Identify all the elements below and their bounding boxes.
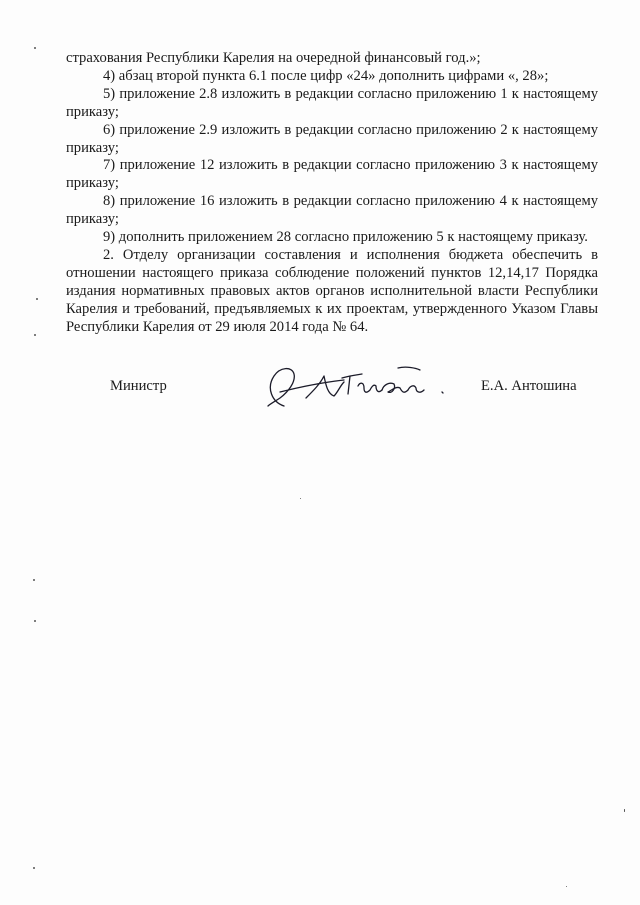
scan-speck bbox=[34, 620, 36, 622]
paragraph: 9) дополнить приложением 28 согласно приложению 5 к настоящему приказу. bbox=[103, 229, 588, 246]
scan-speck bbox=[36, 298, 38, 300]
scan-speck bbox=[33, 867, 35, 869]
paragraph: 6) приложение 2.9 изложить в редакции согласно приложению 2 к настоящему приказу; bbox=[66, 121, 598, 156]
paragraph: 2. Отделу организации составления и исполнения бюджета обеспечить в отношении настоящего приказа соблюдение положений пунктов 12,14,17 Порядка издания нормативных правовых актов органов исполнительной власти Республики Карелия и требований, предъявляемых к их проектам, утвержденного Указом Главы Республики Карелия от 29 июля 2014 года № 64. bbox=[66, 246, 598, 335]
paragraph: 5) приложение 2.8 изложить в редакции согласно приложению 1 к настоящему приказу; bbox=[66, 85, 598, 120]
scan-speck bbox=[33, 579, 35, 581]
document-body bbox=[66, 50, 598, 337]
handwritten-signature bbox=[244, 362, 454, 410]
signatory-title: Министр bbox=[110, 378, 167, 394]
scan-speck bbox=[34, 47, 36, 49]
signatory-name: Е.А. Антошина bbox=[481, 378, 577, 394]
paragraph: страхования Республики Карелия на очередной финансовый год.»; bbox=[66, 50, 481, 66]
paragraph: 4) абзац второй пункта 6.1 после цифр «24» дополнить цифрами «, 28»; bbox=[103, 67, 549, 84]
paragraph: 8) приложение 16 изложить в редакции согласно приложению 4 к настоящему приказу; bbox=[66, 193, 598, 228]
scan-speck bbox=[624, 809, 625, 812]
scan-speck bbox=[300, 498, 301, 499]
signature-block bbox=[0, 370, 640, 420]
scan-speck bbox=[34, 334, 36, 336]
scan-speck bbox=[566, 886, 567, 887]
paragraph: 7) приложение 12 изложить в редакции согласно приложению 3 к настоящему приказу; bbox=[66, 157, 598, 192]
